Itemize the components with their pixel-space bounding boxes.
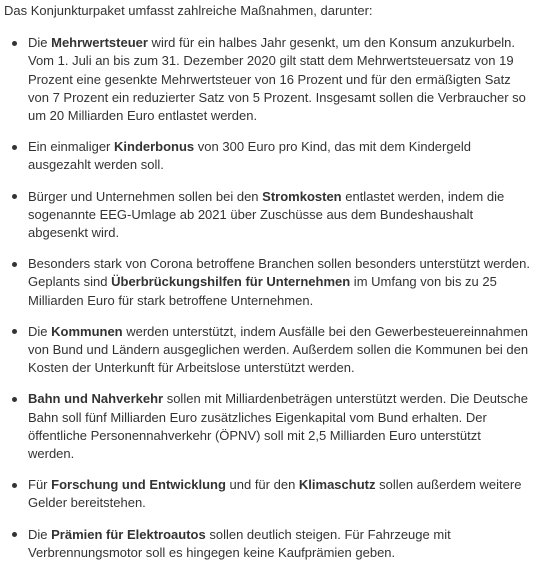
measure-keyword: Bahn und Nahverkehr <box>28 391 164 407</box>
measure-text: Besonders stark von Corona betroffene Branchen sollen besonders unterstützt werden. Geplants sind <box>28 256 531 290</box>
measure-item <box>4 476 530 512</box>
measures-list <box>4 34 530 562</box>
measure-text: Die <box>28 323 52 339</box>
measure-item <box>4 255 530 310</box>
measure-text: Bürger und Unternehmen sollen bei den <box>28 188 263 204</box>
measure-text: sollen deutlich steigen. Für Fahrzeuge mit Verbrennungsmotor soll es hingegen keine Kaufprämien geben. <box>28 526 451 560</box>
bullet-icon <box>12 41 17 46</box>
measure-text: wird für ein halbes Jahr gesenkt, um den Konsum anzukurbeln. Vom 1. Juli an bis zum 31. Dezember 2020 gilt statt dem Mehrwertsteuersatz von 19 Prozent eine gesenkte Mehrwertsteuer von 16 Prozent und für den ermäßigten Satz von 7 Prozent ein reduzierter Satz von 5 Prozent. Insgesamt sollen die Verbraucher so um 20 Milliarden Euro entlastet werden. <box>28 35 526 124</box>
bullet-icon <box>12 145 17 150</box>
measure-text: sollen außerdem weitere Gelder bereitstehen. <box>28 477 522 511</box>
bullet-icon <box>12 262 17 267</box>
measure-text: im Umfang von bis zu 25 Milliarden Euro für stark betroffene Unternehmen. <box>28 274 497 308</box>
measure-text: Die <box>28 35 52 51</box>
measure-keyword: Überbrückungshilfen für Unternehmen <box>111 274 351 290</box>
measure-text: Ein einmaliger <box>28 139 114 155</box>
bullet-icon <box>12 194 17 199</box>
measure-text: Die <box>28 526 52 542</box>
bullet-icon <box>12 397 17 402</box>
measure-keyword: Kommunen <box>51 323 123 339</box>
measure-keyword: Kinderbonus <box>114 139 195 155</box>
measure-item <box>4 188 530 243</box>
measure-item <box>4 323 530 378</box>
measure-keyword: Prämien für Elektroautos <box>51 526 206 542</box>
measure-keyword: Stromkosten <box>262 188 342 204</box>
measure-item <box>4 138 530 174</box>
measure-text: und für den <box>225 477 299 493</box>
measure-text: von 300 Euro pro Kind, das mit dem Kindergeld ausgezahlt werden soll. <box>28 139 471 173</box>
measure-keyword: Forschung und Entwicklung <box>51 477 226 493</box>
measure-keyword: Klimaschutz <box>298 477 376 493</box>
measure-item <box>4 34 530 125</box>
measure-text: entlastet werden, indem die sogenannte EEG-Umlage ab 2021 über Zuschüsse aus dem Bundeshaushalt abgesenkt wird. <box>28 188 505 241</box>
measure-text: sollen mit Milliardenbeträgen unterstützt werden. Die Deutsche Bahn soll fünf Milliarden Euro zusätzliches Eigenkapital vom Bund erhalten. Der öffentliche Personennahverkehr (ÖPNV) soll mit 2,5 Milliarden Euro unterstützt werden. <box>28 391 528 462</box>
measure-keyword: Mehrwertsteuer <box>51 35 148 51</box>
measure-item <box>4 526 530 562</box>
measure-text: Für <box>28 477 52 493</box>
bullet-icon <box>12 532 17 537</box>
intro-paragraph: Das Konjunkturpaket umfasst zahlreiche Maßnahmen, darunter: <box>4 3 373 18</box>
measure-item <box>4 390 530 463</box>
bullet-icon <box>12 329 17 334</box>
measure-text: werden unterstützt, indem Ausfälle bei den Gewerbesteuereinnahmen von Bund und Ländern ausgeglichen werden. Außerdem sollen die Kommunen bei den Kosten der Unterkunft für Arbeitslose unterstützt werden. <box>28 323 529 376</box>
bullet-icon <box>12 483 17 488</box>
